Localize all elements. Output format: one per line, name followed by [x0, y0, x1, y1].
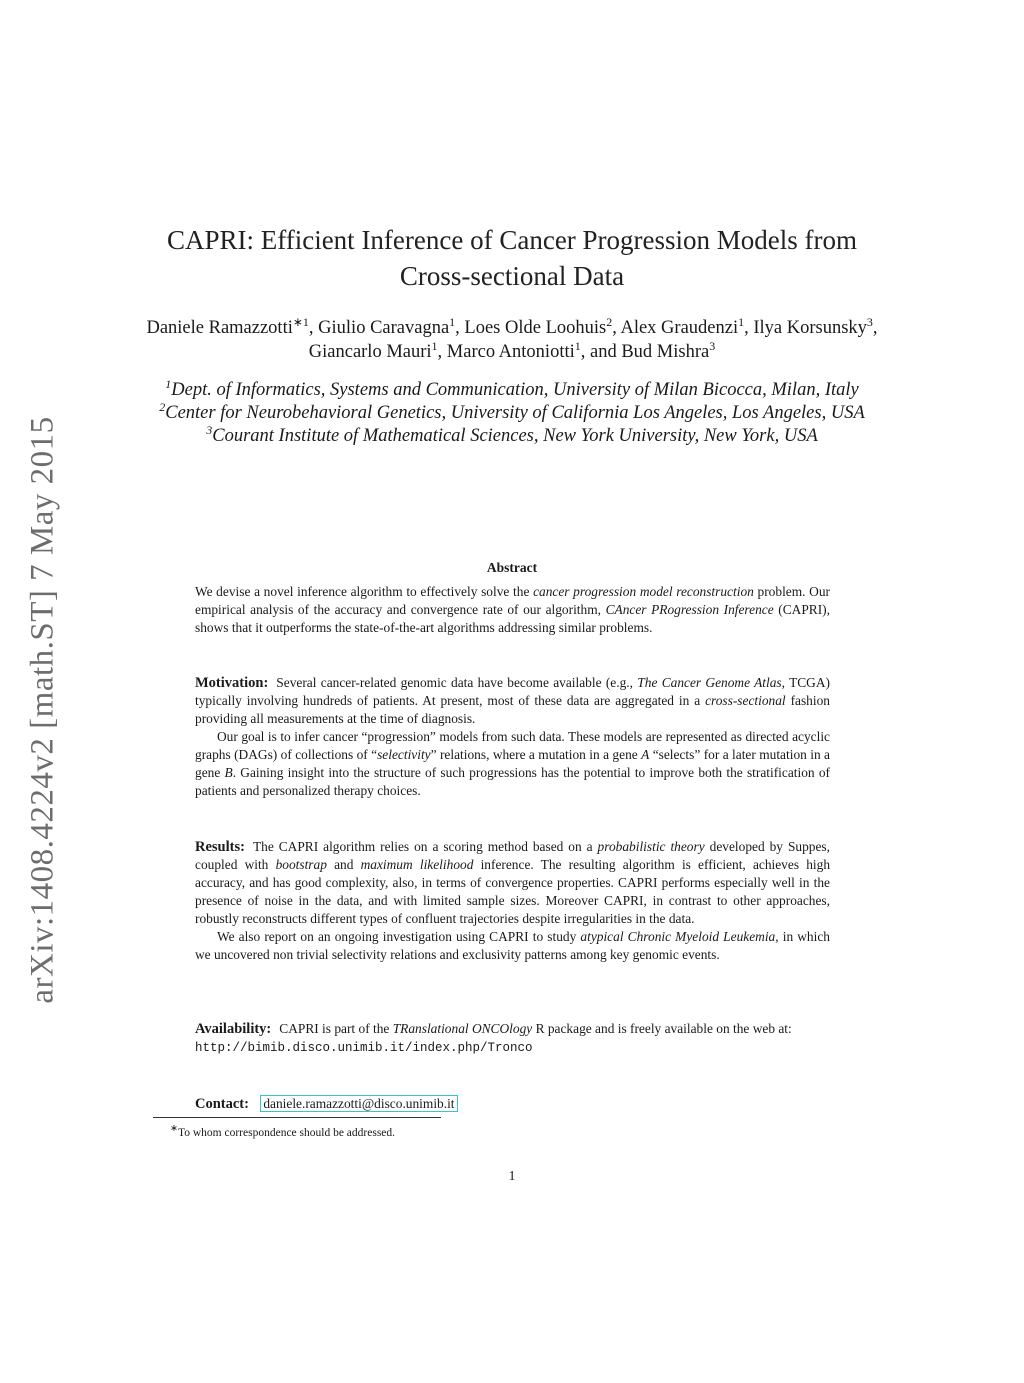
- affiliation: [140, 376, 884, 402]
- motivation-paragraph-2: [195, 728, 830, 800]
- results-paragraph-2: [195, 928, 830, 964]
- text-run: ” relations, where a mutation in a gene: [430, 747, 642, 762]
- contact-email-link[interactable]: daniele.ramazzotti@disco.unimib.it: [260, 1095, 457, 1112]
- affiliation-mark: 2: [159, 399, 166, 414]
- motivation-section: [195, 674, 830, 800]
- author-affiliation-mark: 3: [866, 314, 873, 329]
- text-run: We also report on an ongoing investigation using CAPRI to study: [217, 929, 581, 944]
- contact-label: Contact:: [195, 1096, 249, 1112]
- paper-title: [150, 222, 874, 294]
- emphasis: B: [224, 765, 233, 780]
- affiliation: [140, 422, 884, 448]
- footnote-mark: ∗: [170, 1123, 179, 1134]
- emphasis: A: [641, 747, 650, 762]
- affiliation-text: Center for Neurobehavioral Genetics, University of California Los Angeles, Los Angeles, USA: [165, 403, 865, 423]
- footnote-rule: [153, 1117, 441, 1118]
- author-affiliation-mark: 2: [606, 314, 613, 329]
- results-label: Results:: [195, 839, 245, 855]
- text-run: problem. Our empirical analysis of the accuracy and convergence rate of our algorithm,: [195, 584, 830, 617]
- author-name: , Giancarlo Mauri: [308, 318, 878, 362]
- author-name: Daniele Ramazzotti: [146, 318, 293, 338]
- footnote-text: To whom correspondence should be addressed.: [178, 1126, 396, 1139]
- author-affiliation-mark: 3: [709, 338, 716, 353]
- affiliation-text: Dept. of Informatics, Systems and Communication, University of Milan Bicocca, Milan, Italy: [171, 380, 859, 400]
- author-name: , Ilya Korsunsky: [744, 318, 867, 338]
- author-affiliation-mark: 1: [574, 338, 581, 353]
- footnote: [170, 1123, 395, 1139]
- availability-label: Availability:: [195, 1021, 272, 1037]
- emphasis: TRanslational ONCOlogy: [392, 1021, 533, 1036]
- motivation-label: Motivation:: [195, 675, 269, 691]
- author-affiliation-mark: ∗1: [292, 314, 309, 329]
- author-name: , Marco Antoniotti: [437, 342, 575, 362]
- contact-paragraph: [195, 1095, 830, 1113]
- text-run: and: [326, 857, 361, 872]
- text-run: Our goal is to infer cancer “progression” models from such data. These models are represented as directed acyclic graphs (DAGs) of collections of “: [195, 729, 830, 762]
- tronco-url[interactable]: http://bimib.disco.unimib.it/index.php/Tronco: [195, 1041, 533, 1055]
- text-run: (CAPRI), shows that it outperforms the state-of-the-art algorithms addressing similar problems.: [195, 602, 830, 635]
- abstract-heading: Abstract: [486, 560, 538, 575]
- author-affiliation-mark: 1: [431, 338, 438, 353]
- text-run: developed by Suppes, coupled with: [195, 839, 830, 872]
- results-section: [195, 838, 830, 964]
- affiliation-mark: 1: [165, 376, 172, 391]
- text-run: CAPRI is part of the: [279, 1021, 393, 1036]
- emphasis: cancer progression model reconstruction: [533, 584, 754, 599]
- emphasis: cross-sectional: [705, 693, 786, 708]
- text-run: Several cancer-related genomic data have become available (e.g.,: [276, 675, 638, 690]
- arxiv-identifier: arXiv:1408.4224v2 [math.ST] 7 May 2015: [24, 416, 61, 1004]
- text-run: , TCGA) typically involving hundreds of patients. At present, most of these data are aggregated in a: [195, 675, 830, 708]
- availability-paragraph: [195, 1020, 830, 1038]
- title-line-1: CAPRI: Efficient Inference of Cancer Progression Models from: [166, 225, 858, 255]
- author-affiliation-mark: 1: [449, 314, 456, 329]
- page-number: 1: [508, 1169, 516, 1184]
- author-affiliation-mark: 1: [738, 314, 745, 329]
- motivation-paragraph-1: [195, 674, 830, 728]
- emphasis: bootstrap: [275, 857, 327, 872]
- abstract-intro: [195, 583, 830, 637]
- affiliation-mark: 3: [206, 422, 213, 437]
- author-name: , and Bud Mishra: [580, 342, 710, 362]
- contact-section: [195, 1095, 830, 1113]
- author-name: , Alex Graudenzi: [612, 318, 739, 338]
- text-run: , in which we uncovered non trivial selectivity relations and exclusivity patterns among key genomic events.: [195, 929, 830, 962]
- title-line-2: Cross-sectional Data: [399, 261, 625, 291]
- author-list: [140, 316, 884, 364]
- text-run: The CAPRI algorithm relies on a scoring method based on a: [252, 839, 598, 854]
- text-run: . Gaining insight into the structure of such progressions has the potential to improve both the stratification of patients and personalized therapy choices.: [195, 765, 830, 798]
- availability-url-line: [195, 1038, 830, 1057]
- text-run: “selects” for a later mutation in a gene: [195, 747, 830, 780]
- abstract-intro-paragraph: [195, 583, 830, 637]
- emphasis: probabilistic theory: [597, 839, 705, 854]
- affiliation: [140, 399, 884, 425]
- availability-section: [195, 1020, 830, 1057]
- emphasis: CAncer PRogression Inference: [605, 602, 774, 617]
- author-name: , Loes Olde Loohuis: [455, 318, 607, 338]
- affiliation-list: [140, 376, 884, 448]
- results-paragraph-1: [195, 838, 830, 928]
- author-name: , Giulio Caravagna: [308, 318, 450, 338]
- text-run: inference. The resulting algorithm is efficient, achieves high accuracy, and has good complexity, also, in terms of convergence properties. CAPRI performs especially well in the presence of noise in the data, and with limited sample sizes. Moreover CAPRI, in contrast to other approaches, robustly reconstructs different types of confluent trajectories despite irregularities in the data.: [195, 857, 831, 926]
- emphasis: maximum likelihood: [360, 857, 474, 872]
- text-run: fashion providing all measurements at the time of diagnosis.: [195, 693, 830, 726]
- emphasis: selectivity: [377, 747, 431, 762]
- emphasis: The Cancer Genome Atlas: [637, 675, 782, 690]
- text-run: R package and is freely available on the web at:: [532, 1021, 792, 1036]
- text-run: We devise a novel inference algorithm to effectively solve the: [195, 584, 534, 599]
- affiliation-text: Courant Institute of Mathematical Sciences, New York University, New York, USA: [212, 426, 818, 446]
- emphasis: atypical Chronic Myeloid Leukemia: [580, 929, 776, 944]
